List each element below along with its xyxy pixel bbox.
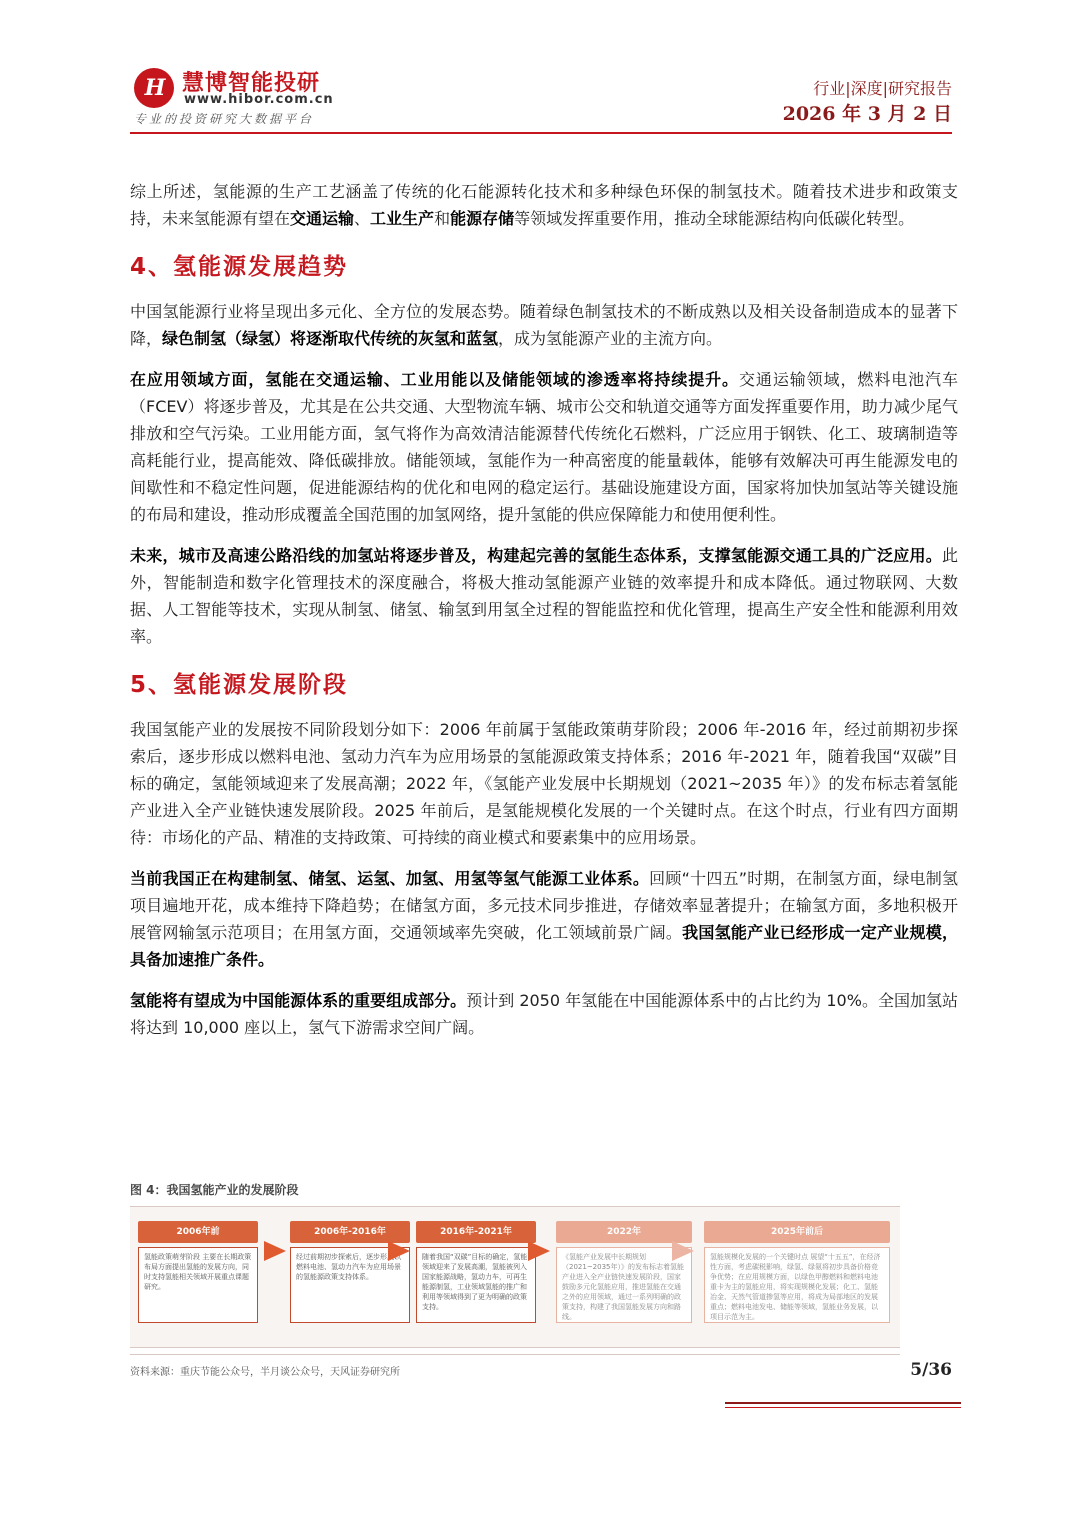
text-run: 等领域发挥重要作用，推动全球能源结构向低碳化转型。 [514, 209, 915, 228]
timeline-diagram [130, 1206, 900, 1348]
stage-paragraph-1: 我国氢能产业的发展按不同阶段划分如下：2006 年前属于氢能政策萌芽阶段；2006 年-2016 年，经过前期初步探索后，逐步形成以燃料电池、氢动力汽车为应用场景的氢能源政策支持体系；2016 年-2021 年，随着我国“双碳”目标的确定，氢能领域迎来了发展高潮；2022 年，《氢能产业发展中长期规划（2021~2035 年）》的发布标志着氢能产业进入全产业链快速发展阶段。2025 年前后，是氢能规模化发展的一个关键时点。在这个时点，行业有四方面期待：市场化的产品、精准的支持政策、可持续的商业模式和要素集中的应用场景。 [130, 720, 958, 847]
arrow-right-icon [264, 1241, 286, 1261]
header-divider [130, 132, 952, 134]
bold-text: 氢能将有望成为中国能源体系的重要组成部分。 [130, 991, 467, 1010]
arrow-right-icon [528, 1241, 550, 1261]
figure-source: 资料来源：重庆节能公众号，半月谈公众号，天风证券研究所 [130, 1354, 900, 1378]
text-run: 预计到 2050 年氢能在中国能源体系中的占比约为 10%。全国加氢站将达到 10,000 座以上，氢气下游需求空间广阔。 [130, 991, 958, 1037]
brand-logo-icon: H [134, 68, 174, 108]
stage-description: 《氢能产业发展中长期规划（2021~2035年）》的发布标志着氢能产业进入全产业链快速发展阶段，国家鼓励多元化氢能应用，推进氢能在交通之外的应用领域，通过一系列明确的政策支持，构建了我国氢能发展方向和路线。 [556, 1247, 692, 1323]
bold-text: 我国氢能产业已经形成一定产业规模，具备加速推广条件。 [130, 923, 958, 969]
bold-text: 在应用领域方面，氢能在交通运输、工业用能以及储能领域的渗透率将持续提升。 [130, 370, 739, 389]
stage-period: 2016年-2021年 [416, 1221, 536, 1243]
brand-name: 慧博智能投研 [182, 71, 321, 96]
brand-url[interactable]: www.hibor.com.cn [184, 92, 334, 107]
footer-divider [725, 1402, 961, 1404]
footer-divider [725, 1407, 961, 1408]
bold-text: 能源存储 [450, 209, 515, 228]
stage-description: 氢能政策萌芽阶段 主要在长期政策布局方面提出氢能的发展方向，同时支持氢能相关领域开展重点课题研究。 [138, 1247, 258, 1323]
timeline-stage [138, 1221, 258, 1323]
stage-description: 经过前期初步探索后，逐步形成以燃料电池、氢动力汽车为应用场景的氢能源政策支持体系。 [290, 1247, 410, 1323]
timeline-stage [290, 1221, 410, 1323]
report-date: 2026 年 3 月 2 日 [782, 103, 952, 125]
stage-period: 2006年前 [138, 1221, 258, 1243]
stage-paragraph-2 [130, 865, 958, 973]
bold-text: 交通运输 [290, 209, 355, 228]
timeline-stage [704, 1221, 890, 1323]
report-body [130, 178, 958, 1055]
text-run: 综上所述，氢能源的生产工艺涵盖了传统的化石能源转化技术和多种绿色环保的制氢技术。随着技术进步和政策支持，未来氢能源有望在 [130, 182, 958, 228]
arrow-right-icon [388, 1241, 410, 1261]
stage-period: 2025年前后 [704, 1221, 890, 1243]
timeline-stage [556, 1221, 692, 1323]
bold-text: 工业生产 [370, 209, 435, 228]
section-4-title: 4、氢能源发展趋势 [130, 254, 349, 280]
text-run: 回顾“十四五”时期，在制氢方面，绿电制氢项目遍地开花，成本维持下降趋势；在储氢方面，多元技术同步推进，存储效率显著提升；在输氢方面，多地积极开展管网输氢示范项目；在用氢方面，交通领域率先突破，化工领域前景广阔。 [130, 869, 958, 942]
trend-paragraph-1 [130, 298, 958, 352]
trend-paragraph-3 [130, 542, 958, 650]
stage-period: 2022年 [556, 1221, 692, 1243]
text-run: 此外，智能制造和数字化管理技术的深度融合，将极大推动氢能源产业链的效率提升和成本降低。通过物联网、大数据、人工智能等技术，实现从制氢、储氢、输氢到用氢全过程的智能监控和优化管理，提高生产安全性和能源利用效率。 [130, 546, 958, 646]
report-type: 行业|深度|研究报告 [813, 79, 952, 98]
bold-text: 未来，城市及高速公路沿线的加氢站将逐步普及，构建起完善的氢能生态体系，支撑氢能源交通工具的广泛应用。 [130, 546, 942, 565]
text-run: ，成为氢能源产业的主流方向。 [498, 329, 723, 348]
stage-paragraph-3 [130, 987, 958, 1041]
figure-title: 图 4：我国氢能产业的发展阶段 [130, 1183, 299, 1197]
page-header [130, 66, 952, 136]
trend-paragraph-2 [130, 366, 958, 528]
brand-slogan: 专业的投资研究大数据平台 [134, 112, 315, 126]
header-meta [783, 78, 952, 128]
text-run: 交通运输领域，燃料电池汽车（FCEV）将逐步普及，尤其是在公共交通、大型物流车辆、城市公交和轨道交通等方面发挥重要作用，助力减少尾气排放和空气污染。工业用能方面，氢气将作为高效清洁能源替代传统化石燃料，广泛应用于钢铁、化工、玻璃制造等高耗能行业，提高能效、降低碳排放。储能领域，氢能作为一种高密度的能量载体，能够有效解决可再生能源发电的间歇性和不稳定性问题，促进能源结构的优化和电网的稳定运行。基础设施建设方面，国家将加快加氢站等关键设施的布局和建设，推动形成覆盖全国范围的加氢网络，提升氢能的供应保障能力和使用便利性。 [130, 370, 958, 524]
section-5-title: 5、氢能源发展阶段 [130, 672, 349, 698]
stage-period: 2006年-2016年 [290, 1221, 410, 1243]
bold-text: 绿色制氢（绿氢）将逐渐取代传统的灰氢和蓝氢 [162, 329, 499, 348]
summary-paragraph [130, 178, 958, 232]
timeline-stage [416, 1221, 536, 1323]
bold-text: 当前我国正在构建制氢、储氢、运氢、加氢、用氢等氢气能源工业体系。 [130, 869, 650, 888]
figure-4 [130, 1180, 900, 1378]
arrow-right-icon [672, 1241, 694, 1261]
page-number: 5/36 [910, 1360, 952, 1380]
text-run: 和 [434, 209, 451, 228]
stage-description: 随着我国“双碳”目标的确定，氢能领域迎来了发展高潮，氢能被列入国家能源战略，氢动力车，可再生能源制氢，工业领域氢能的推广和利用等领域得到了更为明确的政策支持。 [416, 1247, 536, 1323]
stage-description: 氢能规模化发展的一个关键时点 展望“十五五”，在经济性方面，考虑碳税影响，绿氢、绿氨将初步具备价格竞争优势；在应用规模方面，以绿色甲醇燃料和燃料电池重卡为主的氢能应用，将实现规模化发展；化工、氢能冶金、天然气管道掺氢等应用，将成为局部地区的发展重点；燃料电池发电、储能等领域，氢能业务发展，以项目示范为主。 [704, 1247, 890, 1323]
text-run: 中国氢能源行业将呈现出多元化、全方位的发展态势。随着绿色制氢技术的不断成熟以及相关设备制造成本的显著下降， [130, 302, 958, 348]
text-run: 、 [354, 209, 371, 228]
